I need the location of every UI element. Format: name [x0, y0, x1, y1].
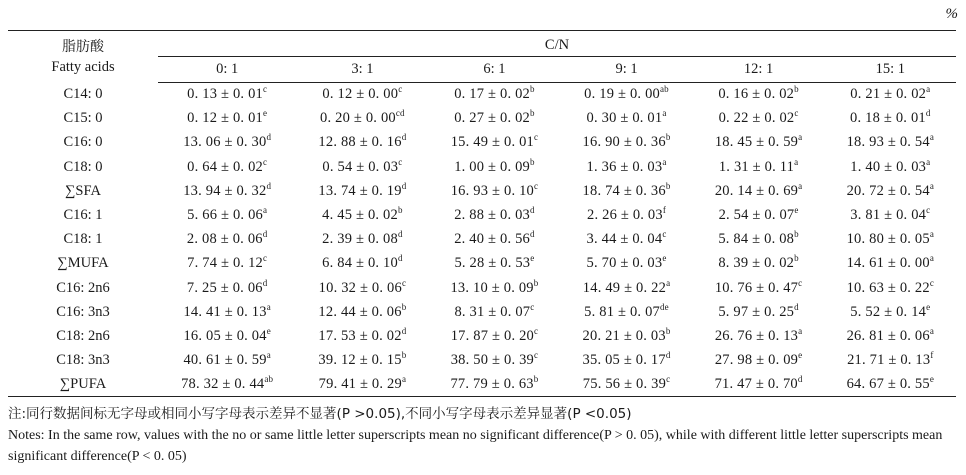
cell-value: 0. 17 ± 0. 02 [454, 86, 531, 103]
significance-letter: e [266, 325, 271, 336]
significance-letter: a [266, 301, 271, 312]
table-cell [158, 107, 296, 131]
table-cell [158, 203, 296, 227]
significance-letter: e [530, 253, 535, 264]
table-cell [428, 373, 560, 397]
significance-letter: e [662, 253, 667, 264]
table-cell [561, 228, 693, 252]
ratio-header: 9: 1 [561, 57, 693, 83]
unit-label: % [945, 6, 958, 22]
cell-value: 2. 88 ± 0. 03 [454, 207, 531, 224]
cell-value: 6. 84 ± 0. 10 [322, 255, 398, 272]
cell-value: 0. 18 ± 0. 01 [850, 110, 926, 127]
fatty-acids-header-zh: 脂肪酸 [62, 38, 104, 55]
table-cell [428, 203, 560, 227]
significance-letter: e [798, 350, 803, 361]
cell-value: 7. 25 ± 0. 06 [186, 279, 263, 296]
table-cell [296, 107, 428, 131]
significance-letter: b [530, 84, 535, 95]
significance-letter: a [662, 108, 667, 119]
table-cell [693, 179, 825, 203]
cell-value: 14. 41 ± 0. 13 [183, 303, 267, 320]
significance-letter: d [794, 301, 799, 312]
significance-letter: c [534, 350, 539, 361]
ratio-header: 0: 1 [158, 57, 296, 83]
table-cell [825, 324, 956, 348]
significance-letter: ab [659, 84, 669, 95]
table-cell [825, 131, 956, 155]
cell-value: 17. 87 ± 0. 20 [450, 327, 534, 344]
table-cell [158, 228, 296, 252]
table-cell [561, 83, 693, 107]
cell-value: 12. 44 ± 0. 06 [318, 303, 402, 320]
cell-value: 16. 93 ± 0. 10 [450, 182, 534, 199]
cell-value: 18. 93 ± 0. 54 [846, 134, 930, 151]
cell-value: 0. 30 ± 0. 01 [586, 110, 663, 127]
significance-letter: c [401, 277, 407, 288]
table-cell [561, 324, 693, 348]
cell-value: 0. 22 ± 0. 02 [718, 110, 795, 127]
table-cell [158, 252, 296, 276]
cell-value: 5. 70 ± 0. 03 [586, 255, 663, 272]
table-cell [693, 276, 825, 300]
cell-value: 0. 12 ± 0. 00 [322, 86, 399, 103]
table-cell [296, 324, 428, 348]
table-cell [561, 300, 693, 324]
cell-value: 8. 39 ± 0. 02 [718, 255, 795, 272]
significance-letter: b [794, 253, 799, 264]
cell-value: 14. 49 ± 0. 22 [582, 279, 667, 296]
table-cell [428, 349, 560, 373]
table-row [8, 349, 956, 373]
table-cell [825, 373, 956, 397]
cell-value: 20. 14 ± 0. 69 [714, 182, 799, 199]
table-cell [428, 107, 560, 131]
table-cell [296, 373, 428, 397]
significance-letter: c [398, 84, 403, 95]
cell-value: 10. 76 ± 0. 47 [714, 279, 799, 296]
cell-value: 75. 56 ± 0. 39 [582, 376, 667, 393]
row-label: C16: 1 [63, 207, 103, 224]
cell-value: 0. 20 ± 0. 00 [320, 110, 396, 127]
cell-value: 0. 12 ± 0. 01 [187, 110, 263, 127]
significance-letter: c [534, 132, 539, 143]
significance-letter: d [397, 253, 403, 264]
cell-value: 0. 13 ± 0. 01 [187, 86, 263, 103]
table-cell [158, 276, 296, 300]
table-cell [296, 276, 428, 300]
table-cell [825, 252, 956, 276]
table-cell [296, 349, 428, 373]
table-cell [296, 300, 428, 324]
row-label: C18: 3n3 [56, 352, 110, 369]
cell-value: 20. 72 ± 0. 54 [846, 182, 930, 199]
table-cell [693, 228, 825, 252]
cell-value: 2. 26 ± 0. 03 [587, 207, 663, 224]
significance-letter: ab [264, 374, 274, 385]
significance-letter: c [534, 325, 539, 336]
table-cell [693, 300, 825, 324]
table-cell [296, 252, 428, 276]
row-label: C18: 2n6 [56, 327, 110, 344]
significance-letter: d [530, 229, 535, 240]
table-cell [561, 107, 693, 131]
cell-value: 20. 21 ± 0. 03 [582, 327, 666, 344]
significance-letter: a [401, 374, 407, 385]
table-cell [693, 107, 825, 131]
table-cell [825, 228, 956, 252]
significance-letter: d [925, 108, 931, 119]
row-label: ∑PUFA [8, 373, 158, 397]
cell-value: 15. 49 ± 0. 01 [450, 134, 534, 151]
table-cell [825, 107, 956, 131]
table-cell [693, 83, 825, 107]
row-label: C16: 3n3 [56, 303, 110, 320]
table-cell [296, 179, 428, 203]
table-cell [158, 300, 296, 324]
table-cell [296, 131, 428, 155]
table-cell [693, 373, 825, 397]
table-cell [561, 179, 693, 203]
table-cell [158, 349, 296, 373]
fatty-acids-header-en: Fatty acids [51, 58, 115, 75]
significance-letter: d [665, 350, 671, 361]
significance-letter: c [262, 156, 268, 167]
cell-value: 64. 67 ± 0. 55 [846, 376, 930, 393]
significance-letter: c [929, 277, 935, 288]
table-cell [428, 324, 560, 348]
row-label: C18: 0 [63, 158, 103, 175]
significance-letter: c [262, 253, 268, 264]
cell-value: 0. 21 ± 0. 02 [850, 86, 927, 103]
significance-letter: c [926, 205, 931, 216]
table-cell [158, 131, 296, 155]
table-row [8, 155, 956, 179]
significance-letter: f [662, 205, 667, 216]
significance-letter: b [533, 277, 539, 288]
cell-value: 2. 08 ± 0. 06 [186, 231, 263, 248]
significance-letter: c [798, 277, 803, 288]
cell-value: 10. 63 ± 0. 22 [846, 279, 930, 296]
table-row [8, 252, 956, 276]
row-label: C16: 2n6 [56, 279, 110, 296]
table-cell [693, 155, 825, 179]
row-label: C16: 0 [63, 134, 103, 151]
table-cell [428, 276, 560, 300]
significance-letter: c [662, 229, 667, 240]
cell-value: 0. 16 ± 0. 02 [718, 86, 795, 103]
cell-value: 1. 36 ± 0. 03 [586, 158, 663, 175]
cell-value: 2. 39 ± 0. 08 [322, 231, 398, 248]
significance-letter: b [794, 229, 799, 240]
table-row [8, 83, 956, 107]
cell-value: 0. 27 ± 0. 02 [454, 110, 531, 127]
table-cell [158, 155, 296, 179]
significance-letter: a [262, 205, 268, 216]
cell-value: 5. 52 ± 0. 14 [850, 303, 927, 320]
significance-letter: b [401, 350, 407, 361]
table-cell [561, 155, 693, 179]
significance-letter: de [659, 301, 669, 312]
cell-value: 12. 88 ± 0. 16 [318, 134, 402, 151]
significance-letter: b [533, 374, 539, 385]
table-cell [693, 203, 825, 227]
significance-letter: d [797, 374, 803, 385]
cell-value: 5. 28 ± 0. 53 [454, 255, 531, 272]
cell-value: 38. 50 ± 0. 39 [450, 352, 534, 369]
table-cell [296, 228, 428, 252]
significance-letter: b [665, 180, 671, 191]
table-body [8, 83, 956, 397]
table-row [8, 131, 956, 155]
significance-letter: b [401, 301, 407, 312]
significance-letter: a [662, 156, 667, 167]
cell-value: 0. 54 ± 0. 03 [322, 158, 399, 175]
cell-value: 26. 76 ± 0. 13 [714, 327, 799, 344]
row-label: C18: 1 [63, 231, 103, 248]
cell-value: 18. 74 ± 0. 36 [582, 182, 666, 199]
table-cell [825, 203, 956, 227]
significance-letter: c [530, 301, 535, 312]
significance-letter: b [665, 325, 671, 336]
cell-value: 13. 74 ± 0. 19 [318, 182, 402, 199]
note-zh: 注:同行数据间标无字母或相同小写字母表示差异不显著(P >0.05),不同小写字母表示差异显著(P <0.05) [8, 406, 632, 422]
significance-letter: a [794, 156, 799, 167]
table-cell [428, 179, 560, 203]
row-label: ∑SFA [65, 182, 101, 199]
cell-value: 14. 61 ± 0. 00 [846, 255, 930, 272]
table-cell [158, 83, 296, 107]
table-cell [825, 349, 956, 373]
significance-letter: a [929, 180, 935, 191]
ratio-header: 6: 1 [428, 57, 560, 83]
table-row [8, 203, 956, 227]
table-cell [825, 155, 956, 179]
table-cell [158, 324, 296, 348]
ratio-header: 15: 1 [825, 57, 956, 83]
cell-value: 3. 44 ± 0. 04 [586, 231, 663, 248]
significance-letter: d [262, 277, 268, 288]
table-row [8, 179, 956, 203]
significance-letter: f [930, 350, 934, 361]
table-cell [693, 324, 825, 348]
cell-value: 13. 06 ± 0. 30 [183, 134, 267, 151]
ratio-header: 3: 1 [296, 57, 428, 83]
table-cell [428, 155, 560, 179]
table-cell [296, 155, 428, 179]
significance-letter: a [926, 156, 931, 167]
cell-value: 40. 61 ± 0. 59 [183, 352, 267, 369]
table-cell [693, 252, 825, 276]
cell-value: 79. 41 ± 0. 29 [318, 376, 402, 393]
significance-letter: a [929, 253, 935, 264]
cell-value: 0. 64 ± 0. 02 [187, 158, 263, 175]
cell-value: 4. 45 ± 0. 02 [322, 207, 398, 224]
significance-letter: c [666, 374, 671, 385]
cell-value: 27. 98 ± 0. 09 [714, 352, 799, 369]
cell-value: 7. 74 ± 0. 12 [187, 255, 263, 272]
table-cell [561, 349, 693, 373]
table-cell [825, 276, 956, 300]
significance-letter: b [794, 84, 799, 95]
table-notes [8, 404, 960, 467]
cell-value: 39. 12 ± 0. 15 [318, 352, 402, 369]
significance-letter: d [401, 132, 407, 143]
table-row [8, 228, 956, 252]
table-cell [428, 131, 560, 155]
significance-letter: b [665, 132, 671, 143]
significance-letter: e [794, 205, 799, 216]
table-row [8, 373, 956, 397]
cell-value: 35. 05 ± 0. 17 [582, 352, 666, 369]
cell-value: 78. 32 ± 0. 44 [181, 376, 265, 393]
row-label: C15: 0 [63, 110, 103, 127]
significance-letter: a [926, 84, 931, 95]
table-cell [561, 131, 693, 155]
cell-value: 13. 10 ± 0. 09 [450, 279, 534, 296]
cell-value: 10. 32 ± 0. 06 [318, 279, 402, 296]
cell-value: 71. 47 ± 0. 70 [714, 376, 798, 393]
note-en: Notes: In the same row, values with the no or same little letter superscripts mean no significant difference(P > 0. 05), while with different little letter superscripts mean significant difference(P < 0. 05) [8, 428, 943, 464]
cell-value: 1. 40 ± 0. 03 [850, 158, 927, 175]
table-row [8, 276, 956, 300]
cell-value: 77. 79 ± 0. 63 [450, 376, 534, 393]
cell-value: 8. 31 ± 0. 07 [454, 303, 531, 320]
table-cell [825, 83, 956, 107]
significance-letter: cd [395, 108, 405, 119]
table-cell [428, 252, 560, 276]
table-cell [158, 179, 296, 203]
significance-letter: b [530, 156, 535, 167]
cell-value: 10. 80 ± 0. 05 [846, 231, 930, 248]
cell-value: 5. 84 ± 0. 08 [718, 231, 795, 248]
table-cell [561, 373, 693, 397]
significance-letter: c [794, 108, 799, 119]
significance-letter: b [397, 205, 403, 216]
table-cell [693, 131, 825, 155]
table-cell [296, 203, 428, 227]
table-row [8, 107, 956, 131]
significance-letter: a [798, 132, 803, 143]
table-cell [561, 252, 693, 276]
significance-letter: a [929, 325, 935, 336]
table-cell [428, 83, 560, 107]
significance-letter: a [798, 325, 803, 336]
cell-value: 13. 94 ± 0. 32 [183, 182, 267, 199]
table-row [8, 324, 956, 348]
table-cell [561, 203, 693, 227]
cell-value: 21. 71 ± 0. 13 [847, 352, 931, 369]
table-cell [296, 83, 428, 107]
significance-letter: a [666, 277, 671, 288]
significance-letter: d [397, 229, 403, 240]
table-row [8, 300, 956, 324]
row-label: ∑MUFA [57, 255, 109, 272]
table-cell [561, 276, 693, 300]
cell-value: 16. 05 ± 0. 04 [183, 327, 267, 344]
significance-letter: c [398, 156, 403, 167]
significance-letter: d [262, 229, 268, 240]
table-cell [428, 228, 560, 252]
significance-letter: a [929, 229, 935, 240]
fatty-acids-header [8, 31, 158, 83]
significance-letter: d [530, 205, 535, 216]
significance-letter: c [534, 180, 539, 191]
table-cell [158, 373, 296, 397]
table-cell [693, 349, 825, 373]
significance-letter: b [530, 108, 535, 119]
table-cell [825, 300, 956, 324]
significance-letter: a [266, 350, 271, 361]
significance-letter: c [262, 84, 268, 95]
significance-letter: d [401, 325, 407, 336]
significance-letter: d [266, 132, 272, 143]
cell-value: 26. 81 ± 0. 06 [846, 327, 930, 344]
cell-value: 16. 90 ± 0. 36 [582, 134, 666, 151]
cell-value: 0. 19 ± 0. 00 [584, 86, 660, 103]
significance-letter: a [929, 132, 935, 143]
significance-letter: d [401, 180, 407, 191]
cell-value: 2. 40 ± 0. 56 [454, 231, 531, 248]
cn-ratio-group-header: C/N [158, 31, 956, 57]
row-label: C14: 0 [63, 86, 103, 103]
significance-letter: e [262, 108, 268, 119]
significance-letter: e [929, 374, 935, 385]
cell-value: 5. 66 ± 0. 06 [187, 207, 263, 224]
cell-value: 1. 31 ± 0. 11 [718, 158, 795, 175]
significance-letter: a [798, 180, 803, 191]
fatty-acid-table [8, 30, 956, 397]
cell-value: 2. 54 ± 0. 07 [718, 207, 795, 224]
significance-letter: e [926, 301, 931, 312]
cell-value: 1. 00 ± 0. 09 [454, 158, 531, 175]
cell-value: 18. 45 ± 0. 59 [714, 134, 799, 151]
cell-value: 3. 81 ± 0. 04 [850, 207, 927, 224]
cell-value: 5. 97 ± 0. 25 [718, 303, 795, 320]
cell-value: 5. 81 ± 0. 07 [584, 303, 660, 320]
table-cell [428, 300, 560, 324]
table-cell [825, 179, 956, 203]
ratio-header: 12: 1 [693, 57, 825, 83]
cell-value: 17. 53 ± 0. 02 [318, 327, 402, 344]
significance-letter: d [266, 180, 272, 191]
